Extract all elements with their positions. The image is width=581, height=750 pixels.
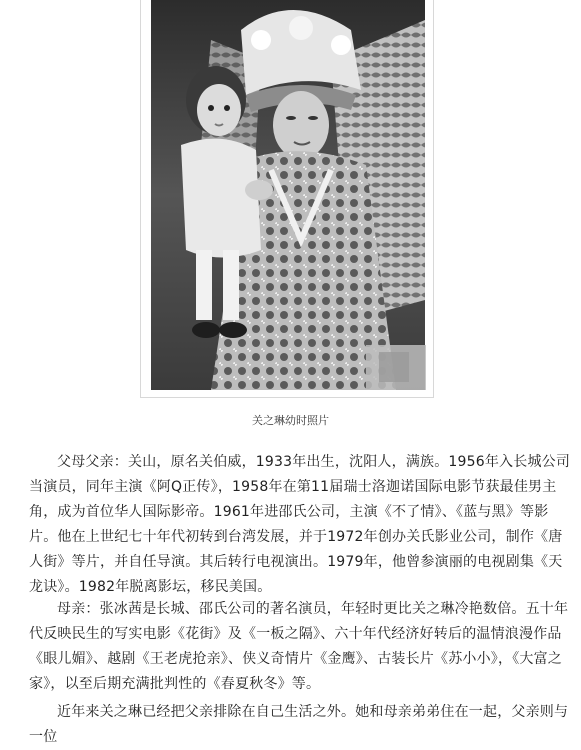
paragraph-recent: 近年来关之琳已经把父亲排除在自己生活之外。她和母亲弟弟住在一起，父亲则与一位 <box>29 704 569 745</box>
photo-caption: 关之琳幼时照片 <box>252 414 329 427</box>
childhood-photo <box>151 0 425 390</box>
photo-illustration <box>151 0 425 390</box>
paragraph-father: 父母父亲：关山，原名关伯威，1933年出生，沈阳人，满族。1956年入长城公司当演员，同年主演《阿Q正传》，1958年在第11届瑞士洛迦诺国际电影节获最佳男主角，成为首位华人国际影帝。1961年进邵氏公司，主演《不了情》、《蓝与黑》等影片。他在上世纪七十年代初转到台湾发展，并于1972年创办关氏影业公司，制作《唐人街》等片，并自任导演。其后转行电视演出。1979年，他曾参演丽的电视剧集《天龙诀》。1982年脱离影坛，移民美国。 <box>29 454 571 595</box>
paragraph-mother: 母亲：张冰茜是长城、邵氏公司的著名演员，年轻时更比关之琳冷艳数倍。五十年代反映民生的写实电影《花街》及《一板之隔》、六十年代经济好转后的温情浪漫作品《眼儿媚》、越剧《王老虎抢亲》、侠义奇情片《金鹰》、古装长片《苏小小》，《大富之家》，以至后期充满批判性的《春夏秋冬》等。 <box>29 601 569 692</box>
photo-frame <box>140 0 434 398</box>
